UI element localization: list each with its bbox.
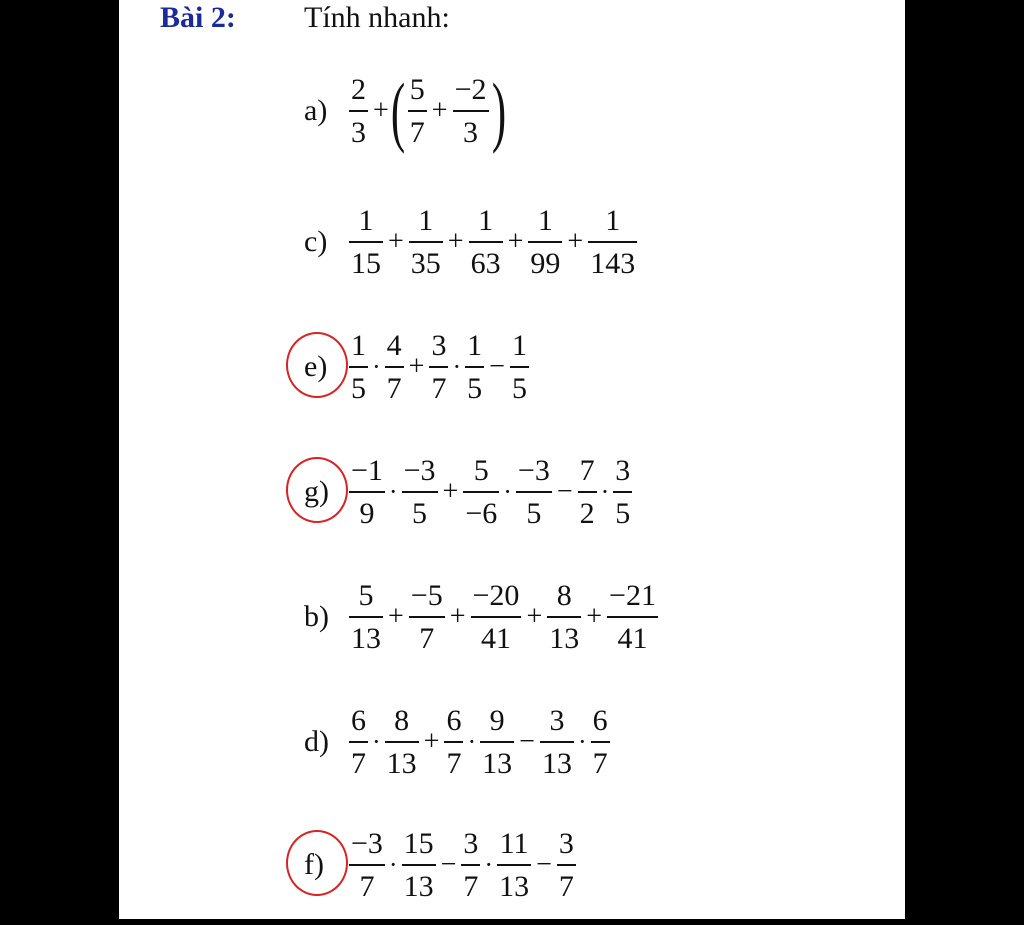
fraction: $\frac{15}{13}$ <box>403 827 434 903</box>
problem-label: c) <box>304 224 328 258</box>
problem-f <box>304 828 579 902</box>
minus-sign: − <box>489 350 505 382</box>
problem-label: b) <box>304 599 329 633</box>
problem-label: e) <box>304 352 346 382</box>
multiply-dot: · <box>452 351 462 381</box>
fraction: $\frac{-3}{5}$ <box>517 454 550 530</box>
minus-sign: − <box>519 725 535 757</box>
fraction: $\frac{6}{7}$ <box>592 704 608 780</box>
plus-sign: + <box>586 600 603 632</box>
problem-label: g) <box>304 477 346 507</box>
fraction: $\frac{-3}{5}$ <box>403 454 436 530</box>
fraction: $\frac{8}{13}$ <box>386 704 417 780</box>
minus-sign: − <box>536 848 552 880</box>
problem-a <box>304 67 506 154</box>
fraction: $\frac{-2}{3}$ <box>454 73 487 149</box>
fraction: $\frac{1}{5}$ <box>351 329 366 405</box>
fraction: $\frac{6}{7}$ <box>351 704 366 780</box>
fraction: $\frac{1}{5}$ <box>467 329 483 405</box>
multiply-dot: · <box>372 351 381 381</box>
plus-sign: + <box>449 600 466 632</box>
plus-sign: + <box>447 225 464 257</box>
fraction: $\frac{11}{13}$ <box>499 827 530 903</box>
multiply-dot: · <box>503 476 512 506</box>
minus-sign: − <box>440 848 457 880</box>
fraction: $\frac{1}{15}$ <box>351 204 381 280</box>
fraction: $\frac{5}{7}$ <box>409 73 425 149</box>
fraction: $\frac{3}{7}$ <box>463 827 479 903</box>
plus-sign: + <box>388 600 404 632</box>
left-paren: ( <box>390 67 405 154</box>
multiply-dot: · <box>484 849 494 879</box>
plus-sign: + <box>388 225 404 257</box>
fraction: $\frac{9}{13}$ <box>482 704 513 780</box>
problem-d <box>304 705 613 779</box>
fraction: $\frac{1}{99}$ <box>530 204 561 280</box>
plus-sign: + <box>423 725 440 757</box>
minus-sign: − <box>556 475 573 507</box>
fraction: $\frac{-5}{7}$ <box>410 579 443 655</box>
fraction: $\frac{-21}{41}$ <box>609 579 656 655</box>
fraction: $\frac{3}{5}$ <box>615 454 631 530</box>
multiply-dot: · <box>467 726 477 756</box>
problem-c <box>304 205 640 279</box>
fraction: $\frac{3}{13}$ <box>541 704 572 780</box>
fraction: $\frac{3}{7}$ <box>558 827 574 903</box>
plus-sign: + <box>408 350 425 382</box>
multiply-dot: · <box>577 726 587 756</box>
fraction: $\frac{5}{-6}$ <box>465 454 498 530</box>
plus-sign: + <box>567 225 584 257</box>
fraction: $\frac{1}{35}$ <box>410 204 441 280</box>
multiply-dot: · <box>388 476 398 506</box>
problem-g <box>304 455 635 529</box>
fraction: $\frac{7}{2}$ <box>579 454 595 530</box>
exercise-title: Tính nhanh: <box>304 1 450 34</box>
fraction: $\frac{1}{63}$ <box>470 204 501 280</box>
fraction: $\frac{6}{7}$ <box>446 704 462 780</box>
multiply-dot: · <box>388 849 398 879</box>
fraction: $\frac{8}{13}$ <box>549 579 580 655</box>
right-paren: ) <box>491 67 506 154</box>
fraction: $\frac{1}{143}$ <box>590 204 636 280</box>
fraction: $\frac{-20}{41}$ <box>472 579 520 655</box>
problem-b <box>304 580 661 654</box>
problem-label: d) <box>304 724 329 758</box>
fraction: $\frac{2}{3}$ <box>351 73 366 149</box>
fraction: $\frac{3}{7}$ <box>431 329 447 405</box>
exercise-number: Bài 2: <box>160 1 236 34</box>
plus-sign: + <box>526 600 543 632</box>
fraction: $\frac{4}{7}$ <box>386 329 402 405</box>
plus-sign: + <box>442 475 459 507</box>
fraction: $\frac{-3}{7}$ <box>351 827 383 903</box>
multiply-dot: · <box>372 726 381 756</box>
fraction: $\frac{5}{13}$ <box>351 579 381 655</box>
problem-label: f) <box>304 850 346 880</box>
problem-label: a) <box>304 94 328 127</box>
fraction: $\frac{-1}{9}$ <box>351 454 383 530</box>
problem-e <box>304 330 532 404</box>
fraction: $\frac{1}{5}$ <box>511 329 527 405</box>
plus-sign: + <box>373 95 389 126</box>
plus-sign: + <box>431 95 448 126</box>
plus-sign: + <box>507 225 524 257</box>
multiply-dot: · <box>600 476 610 506</box>
